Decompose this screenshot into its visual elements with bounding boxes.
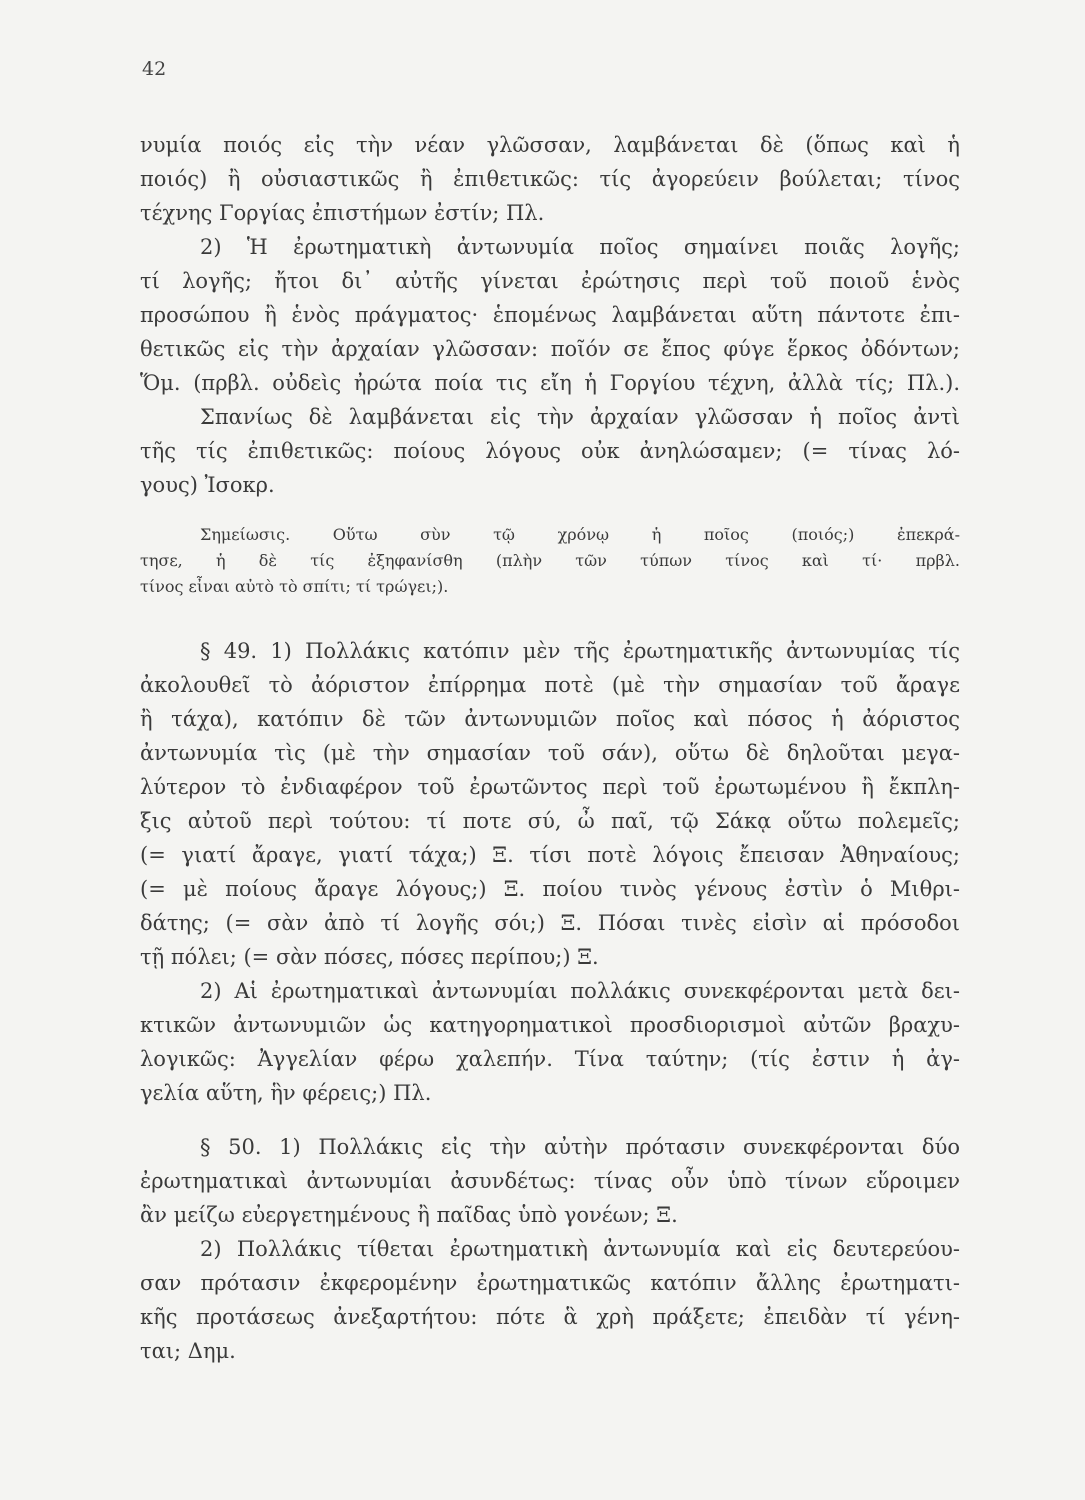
text-line: ἀκολουθεῖ τὸ ἀόριστον ἐπίρρημα ποτὲ (μὲ τὴν σημασίαν τοῦ ἄραγε — [140, 673, 960, 697]
text-line: ται; Δημ. — [140, 1339, 236, 1363]
text-line: γελία αὕτη, ἣν φέρεις;) Πλ. — [140, 1081, 432, 1105]
text-line: προσώπου ἢ ἑνὸς πράγματος· ἑπομένως λαμβάνεται αὕτη πάντοτε ἐπι- — [140, 303, 960, 327]
text-line: σαν πρότασιν ἐκφερομένην ἐρωτηματικῶς κατόπιν ἄλλης ἐρωτηματι- — [140, 1271, 960, 1295]
text-line: λογικῶς: Ἀγγελίαν φέρω χαλεπήν. Τίνα ταύτην; (τίς ἐστιν ἡ ἀγ- — [140, 1047, 960, 1071]
text-line: 2) Αἱ ἐρωτηματικαὶ ἀντωνυμίαι πολλάκις συνεκφέρονται μετὰ δει- — [200, 979, 960, 1003]
text-line: Σπανίως δὲ λαμβάνεται εἰς τὴν ἀρχαίαν γλῶσσαν ἡ ποῖος ἀντὶ — [200, 405, 960, 429]
text-line: 2) Ἡ ἐρωτηματικὴ ἀντωνυμία ποῖος σημαίνει ποιᾶς λογῆς; — [200, 235, 960, 259]
text-line: τῇ πόλει; (= σὰν πόσες, πόσες περίπου;) Ξ. — [140, 945, 599, 969]
text-line: τῆς τίς ἐπιθετικῶς: ποίους λόγους οὐκ ἀνηλώσαμεν; (= τίνας λό- — [140, 439, 960, 463]
text-line: λύτερον τὸ ἐνδιαφέρον τοῦ ἐρωτῶντος περὶ τοῦ ἐρωτωμένου ἢ ἔκπλη- — [140, 775, 960, 799]
text-line: δάτης; (= σὰν ἀπὸ τί λογῆς σόι;) Ξ. Πόσαι τινὲς εἰσὶν αἱ πρόσοδοι — [140, 911, 960, 935]
text-line: ἐρωτηματικαὶ ἀντωνυμίαι ἀσυνδέτως: τίνας οὖν ὑπὸ τίνων εὕροιμεν — [140, 1169, 960, 1193]
text-line: κτικῶν ἀντωνυμιῶν ὡς κατηγορηματικοὶ προσδιορισμοὶ αὐτῶν βραχυ- — [140, 1013, 960, 1037]
text-line: τέχνης Γοργίας ἐπιστήμων ἐστίν; Πλ. — [140, 201, 545, 225]
text-line: ἂν μείζω εὐεργετημένους ἢ παῖδας ὑπὸ γονέων; Ξ. — [140, 1203, 678, 1227]
remark-note — [140, 522, 960, 600]
text-line: ποιός) ἢ οὐσιαστικῶς ἢ ἐπιθετικῶς: τίς ἀγορεύειν βούλεται; τίνος — [140, 167, 960, 191]
section-49-heading-line: § 49. 1) Πολλάκις κατόπιν μὲν τῆς ἐρωτηματικῆς ἀντωνυμίας τίς — [200, 639, 960, 663]
page-number: 42 — [142, 58, 167, 80]
section-50-heading-line: § 50. 1) Πολλάκις εἰς τὴν αὐτὴν πρότασιν συνεκφέρονται δύο — [200, 1135, 960, 1159]
note-line: τίνος εἶναι αὐτὸ τὸ σπίτι; τί τρώγει;). — [140, 577, 449, 596]
text-line: θετικῶς εἰς τὴν ἀρχαίαν γλῶσσαν: ποῖόν σε ἔπος φύγε ἕρκος ὀδόντων; — [140, 337, 960, 361]
text-line: 2) Πολλάκις τίθεται ἐρωτηματικὴ ἀντωνυμία καὶ εἰς δευτερεύου- — [200, 1237, 960, 1261]
text-line: κῆς προτάσεως ἀνεξαρτήτου: πότε ἃ χρὴ πράξετε; ἐπειδὰν τί γένη- — [140, 1305, 960, 1329]
body-text — [140, 128, 960, 1368]
text-line: ἀντωνυμία τὶς (μὲ τὴν σημασίαν τοῦ σάν), οὕτω δὲ δηλοῦται μεγα- — [140, 741, 960, 765]
text-line: ἢ τάχα), κατόπιν δὲ τῶν ἀντωνυμιῶν ποῖος καὶ πόσος ἡ ἀόριστος — [140, 707, 960, 731]
text-line: γους) Ἰσοκρ. — [140, 473, 275, 497]
text-line: νυμία ποιός εἰς τὴν νέαν γλῶσσαν, λαμβάνεται δὲ (ὅπως καὶ ἡ — [140, 133, 960, 157]
note-line: τησε, ἡ δὲ τίς ἐξηφανίσθη (πλὴν τῶν τύπων τίνος καὶ τί· πρβλ. — [140, 551, 960, 570]
text-line: ξις αὐτοῦ περὶ τούτου: τί ποτε σύ, ὦ παῖ, τῷ Σάκᾳ οὕτω πολεμεῖς; — [140, 809, 960, 833]
text-line: (= μὲ ποίους ἄραγε λόγους;) Ξ. ποίου τινὸς γένους ἐστὶν ὁ Μιθρι- — [140, 877, 960, 901]
text-line: τί λογῆς; ἤτοι δι᾽ αὐτῆς γίνεται ἐρώτησις περὶ τοῦ ποιοῦ ἑνὸς — [140, 269, 960, 293]
text-line: (= γιατί ἄραγε, γιατί τάχα;) Ξ. τίσι ποτὲ λόγοις ἔπεισαν Ἀθηναίους; — [140, 843, 960, 867]
text-line: Ὅμ. (πρβλ. οὐδεὶς ἠρώτα ποία τις εἴη ἡ Γοργίου τέχνη, ἀλλὰ τίς; Πλ.). — [140, 371, 960, 395]
note-line: Σημείωσις. Οὕτω σὺν τῷ χρόνῳ ἡ ποῖος (ποιός;) ἐπεκρά- — [200, 525, 960, 544]
